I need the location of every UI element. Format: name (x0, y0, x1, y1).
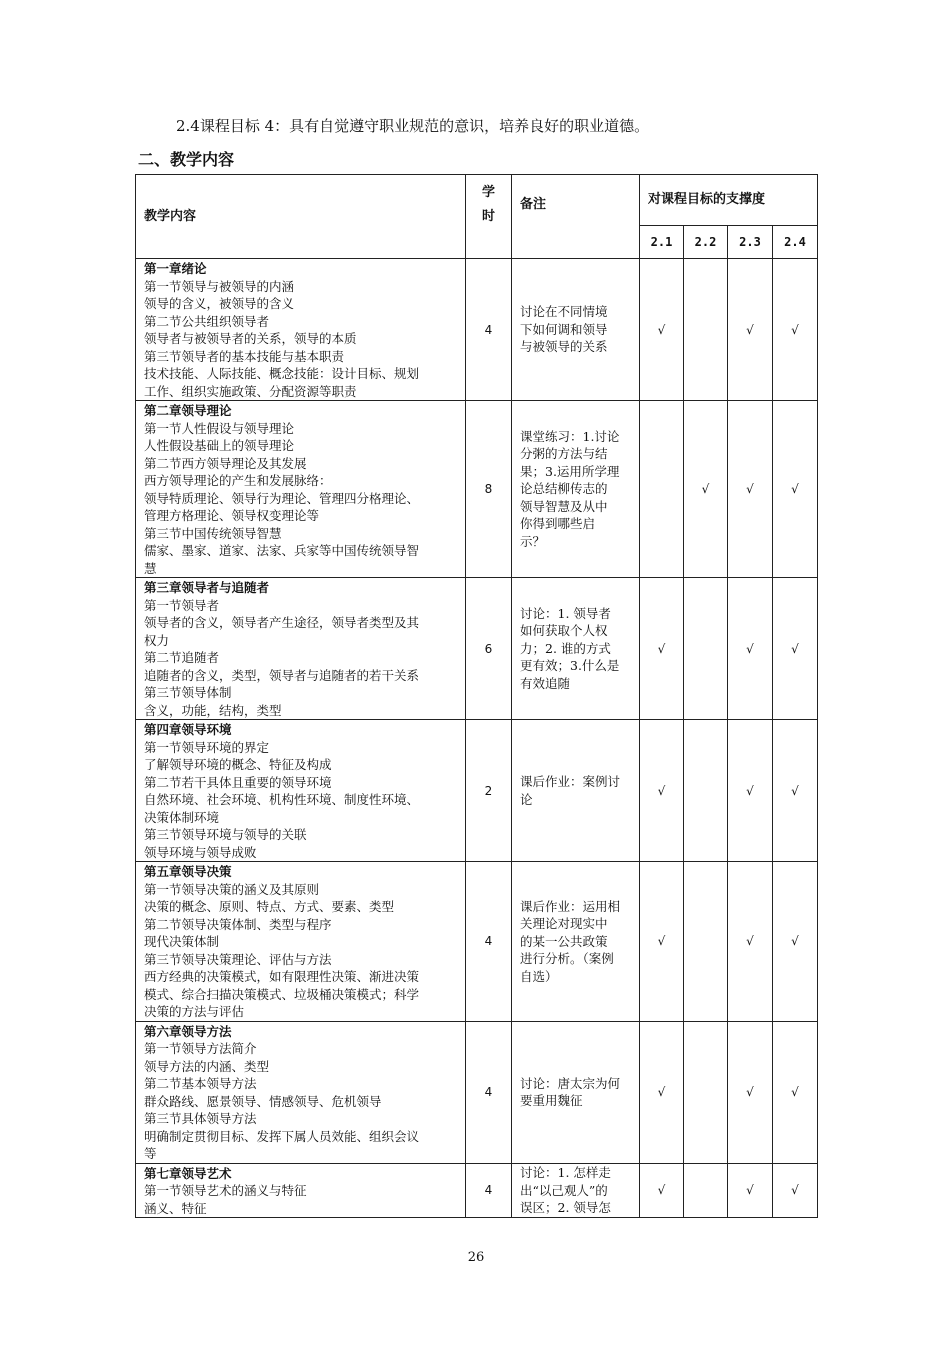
goal-support-check-1 (640, 401, 684, 578)
teaching-content-table (135, 174, 818, 1218)
goal-column-2-3: 2.3 (728, 226, 773, 259)
remark-line: 课后作业：案例讨 (520, 774, 621, 789)
page-number: 26 (467, 1250, 485, 1265)
chapter-content-cell (136, 862, 466, 1022)
chapter-title: 第二章领导理论 (144, 403, 232, 418)
chapter-content-line: 领导特质理论、领导行为理论、管理四分格理论、 (144, 490, 420, 506)
remark-line: 讨论在不同情境 (520, 304, 608, 320)
chapter-content-line: 第三节领导体制 (144, 685, 232, 700)
chapter-content-cell (136, 259, 466, 401)
chapter-content-line: 第二节领导决策体制、类型与程序 (144, 916, 332, 932)
remark-line: 讨论：1. 怎样走 (520, 1165, 611, 1180)
chapter-content-line: 领导方法的内涵、类型 (144, 1058, 270, 1074)
goal-support-check-4: √ (773, 1163, 818, 1218)
chapter-row (136, 862, 818, 1022)
goal-column-2-1: 2.1 (640, 226, 684, 259)
goal-support-check-3: √ (728, 862, 773, 1022)
chapter-content-line: 决策的方法与评估 (144, 1004, 245, 1019)
chapter-content-line: 管理方格理论、领导权变理论等 (144, 508, 320, 523)
goal-column-2-4: 2.4 (773, 226, 818, 259)
chapter-content-line: 第三节具体领导方法 (144, 1111, 257, 1126)
remark-line: 课后作业：运用相 (520, 898, 621, 914)
goal-support-check-4: √ (773, 720, 818, 862)
goal-support-check-3: √ (728, 1163, 773, 1218)
chapter-title: 第一章绪论 (144, 261, 207, 276)
chapter-hours-cell: 8 (466, 401, 512, 578)
remark-line: 要重用魏征 (520, 1093, 583, 1108)
header-remarks: 备注 (512, 175, 640, 259)
chapter-content-line: 第二节公共组织领导者 (144, 313, 270, 329)
remark-line: 进行分析。（案例 (520, 951, 614, 966)
chapter-content-line: 第一节领导者 (144, 597, 220, 613)
chapter-content-line: 西方经典的决策模式，如有限理性决策、渐进决策 (144, 969, 420, 984)
chapter-hours-cell: 4 (466, 862, 512, 1022)
chapter-content-line: 第三节领导者的基本技能与基本职责 (144, 348, 345, 364)
chapter-content-line: 领导者的含义，领导者产生途径，领导者类型及其 (144, 615, 420, 630)
remark-line: 误区；2. 领导怎 (520, 1200, 611, 1215)
goal-support-check-4: √ (773, 259, 818, 401)
goal-support-check-2 (684, 1163, 728, 1218)
chapter-content-line: 第三节中国传统领导智慧 (144, 525, 282, 541)
chapter-remarks-cell (512, 720, 640, 862)
chapter-content-line: 儒家、墨家、道家、法家、兵家等中国传统领导智 (144, 543, 420, 558)
chapter-content-line: 第一节领导艺术的涵义与特征 (144, 1183, 307, 1198)
remark-line: 出“以己观人”的 (520, 1182, 608, 1198)
chapter-content-line: 领导的含义，被领导的含义 (144, 296, 295, 311)
remark-line: 有效追随 (520, 675, 571, 691)
chapter-title: 第五章领导决策 (144, 864, 232, 879)
chapter-row (136, 720, 818, 862)
chapter-content-line: 第一节领导与被领导的内涵 (144, 278, 295, 294)
chapter-row (136, 578, 818, 720)
chapter-content-cell (136, 578, 466, 720)
goal-column-2-2: 2.2 (684, 226, 728, 259)
goal-support-check-2 (684, 1021, 728, 1163)
chapter-content-line: 慧 (144, 560, 157, 576)
table-header-row (136, 175, 818, 226)
goal-support-check-1: √ (640, 720, 684, 862)
remark-line: 果；3.运用所学理 (520, 463, 620, 479)
remark-line: 你得到哪些启 (520, 516, 596, 532)
goal-support-check-3: √ (728, 720, 773, 862)
goal-support-check-3: √ (728, 1021, 773, 1163)
goal-support-check-4: √ (773, 401, 818, 578)
chapter-content-line: 第二节追随者 (144, 650, 220, 665)
chapter-remarks-cell (512, 1163, 640, 1218)
chapter-content-cell (136, 1021, 466, 1163)
goal-support-check-2 (684, 578, 728, 720)
chapter-content-line: 领导者与被领导者的关系，领导的本质 (144, 331, 357, 346)
chapter-content-line: 涵义、特征 (144, 1200, 207, 1216)
chapter-remarks-cell (512, 401, 640, 578)
header-hours-text: 学 时 (481, 184, 495, 224)
chapter-content-line: 自然环境、社会环境、机构性环境、制度性环境、 (144, 792, 420, 807)
chapter-content-line: 第一节人性假设与领导理论 (144, 420, 295, 436)
chapter-content-line: 等 (144, 1146, 157, 1161)
chapter-hours-cell: 6 (466, 578, 512, 720)
chapter-title: 第三章领导者与追随者 (144, 580, 270, 595)
header-hours (466, 175, 512, 259)
chapter-content-line: 领导环境与领导成败 (144, 844, 257, 860)
goal-support-check-4: √ (773, 1021, 818, 1163)
remark-line: 下如何调和领导 (520, 321, 608, 337)
chapter-content-line: 群众路线、愿景领导、情感领导、危机领导 (144, 1093, 382, 1109)
chapter-remarks-cell (512, 862, 640, 1022)
remark-line: 与被领导的关系 (520, 339, 608, 355)
chapter-content-line: 模式、综合扫描决策模式、垃圾桶决策模式；科学 (144, 986, 420, 1002)
chapter-remarks-cell (512, 578, 640, 720)
goal-support-check-1: √ (640, 1163, 684, 1218)
remark-line: 自选） (520, 968, 558, 984)
goal-support-check-2 (684, 720, 728, 862)
chapter-row (136, 1021, 818, 1163)
chapter-title: 第六章领导方法 (144, 1023, 232, 1039)
chapter-row (136, 401, 818, 578)
chapter-content-line: 第一节领导方法简介 (144, 1041, 257, 1056)
chapter-content-line: 第二节若干具体且重要的领导环境 (144, 774, 332, 790)
remark-line: 关理论对现实中 (520, 916, 608, 931)
goal-support-check-2 (684, 259, 728, 401)
remark-line: 领导智慧及从中 (520, 498, 608, 514)
chapter-title: 第七章领导艺术 (144, 1165, 232, 1181)
chapter-content-line: 第三节领导决策理论、评估与方法 (144, 951, 332, 967)
chapter-content-line: 现代决策体制 (144, 934, 220, 949)
chapter-hours-cell: 2 (466, 720, 512, 862)
chapter-content-line: 人性假设基础上的领导理论 (144, 438, 295, 453)
remark-line: 更有效；3.什么是 (520, 658, 620, 674)
chapter-row (136, 259, 818, 401)
remark-line: 的某一公共政策 (520, 933, 608, 949)
goal-support-check-1: √ (640, 578, 684, 720)
goal-support-check-1: √ (640, 1021, 684, 1163)
chapter-content-line: 第二节基本领导方法 (144, 1076, 257, 1091)
chapter-content-cell (136, 720, 466, 862)
goal-support-check-1: √ (640, 259, 684, 401)
course-goal-4-text: 2.4课程目标 4：具有自觉遵守职业规范的意识，培养良好的职业道德。 (176, 117, 650, 135)
goal-support-check-4: √ (773, 578, 818, 720)
chapter-content-line: 第三节领导环境与领导的关联 (144, 827, 307, 842)
chapter-content-line: 第一节领导决策的涵义及其原则 (144, 881, 320, 897)
section-heading: 二、教学内容 (138, 150, 235, 169)
chapter-hours-cell: 4 (466, 1163, 512, 1218)
chapter-row (136, 1163, 818, 1218)
chapter-content-line: 权力 (144, 632, 170, 648)
chapter-content-line: 含义，功能，结构，类型 (144, 702, 282, 718)
remark-line: 示？ (520, 533, 546, 549)
chapter-hours-cell: 4 (466, 259, 512, 401)
chapter-content-line: 第二节西方领导理论及其发展 (144, 455, 307, 471)
remark-line: 分粥的方法与结 (520, 446, 608, 462)
chapter-content-cell (136, 401, 466, 578)
goal-support-check-3: √ (728, 578, 773, 720)
goal-support-check-3: √ (728, 401, 773, 578)
chapter-content-line: 技术技能、人际技能、概念技能：设计目标、规划 (144, 366, 420, 381)
chapter-content-line: 工作、组织实施政策、分配资源等职责 (144, 383, 357, 399)
remark-line: 力；2. 谁的方式 (520, 640, 611, 656)
header-support: 对课程目标的支撑度 (640, 175, 818, 226)
remark-line: 论 (520, 791, 533, 807)
chapter-content-cell (136, 1163, 466, 1218)
chapter-content-line: 追随者的含义，类型，领导者与追随者的若干关系 (144, 667, 420, 683)
remark-line: 讨论：唐太宗为何 (520, 1075, 621, 1091)
goal-support-check-1: √ (640, 862, 684, 1022)
chapter-content-line: 决策的概念、原则、特点、方式、要素、类型 (144, 899, 395, 914)
remark-line: 课堂练习：1.讨论 (520, 428, 620, 444)
chapter-remarks-cell (512, 1021, 640, 1163)
chapter-content-line: 了解领导环境的概念、特征及构成 (144, 757, 332, 772)
chapter-remarks-cell (512, 259, 640, 401)
chapter-content-line: 明确制定贯彻目标、发挥下属人员效能、组织会议 (144, 1128, 420, 1144)
remark-line: 讨论：1. 领导者 (520, 605, 611, 621)
goal-support-check-3: √ (728, 259, 773, 401)
chapter-content-line: 第一节领导环境的界定 (144, 739, 270, 755)
remark-line: 论总结柳传志的 (520, 481, 608, 497)
chapter-hours-cell: 4 (466, 1021, 512, 1163)
goal-support-check-4: √ (773, 862, 818, 1022)
chapter-content-line: 西方领导理论的产生和发展脉络： (144, 473, 332, 488)
remark-line: 如何获取个人权 (520, 623, 608, 639)
goal-support-check-2: √ (684, 401, 728, 578)
chapter-title: 第四章领导环境 (144, 722, 232, 737)
goal-support-check-2 (684, 862, 728, 1022)
chapter-content-line: 决策体制环境 (144, 809, 220, 825)
header-content: 教学内容 (136, 175, 466, 259)
